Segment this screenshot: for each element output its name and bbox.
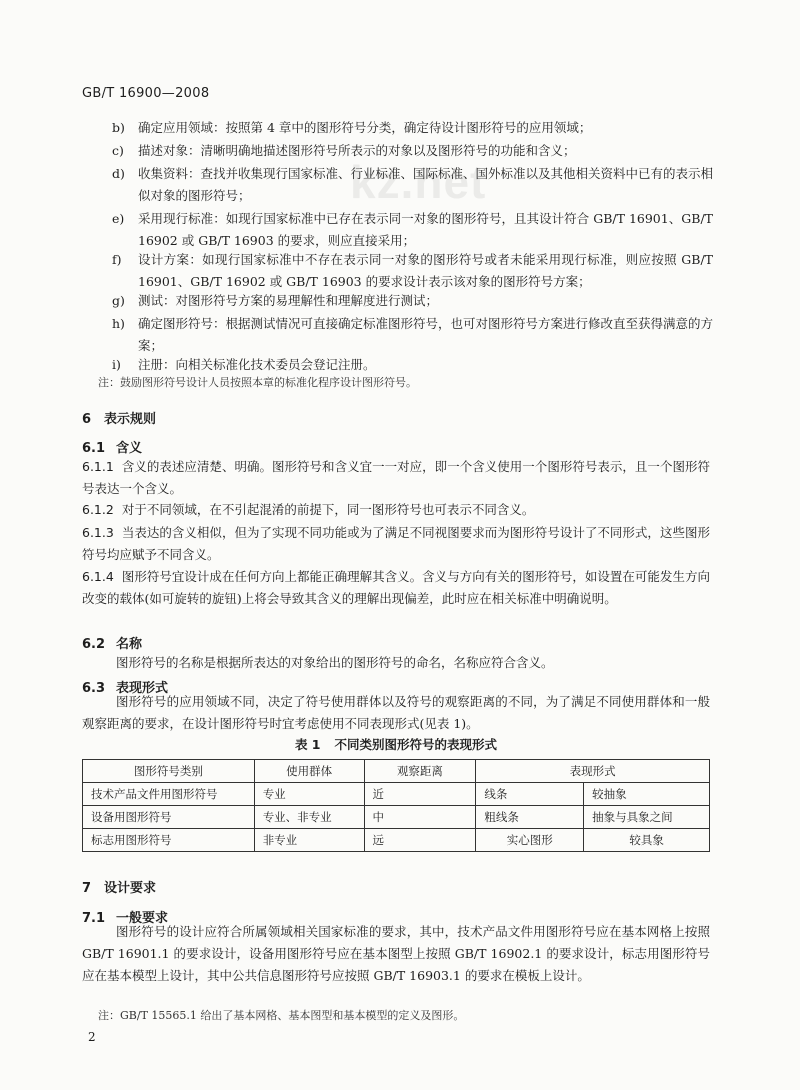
subsection-heading-6-2 bbox=[82, 633, 142, 652]
note: 注：GB/T 15565.1 给出了基本网格、基本图型和基本模型的定义及图形。 bbox=[98, 1009, 465, 1022]
clause-6-1-3 bbox=[82, 522, 710, 566]
table-cell: 标志用图形符号 bbox=[83, 829, 255, 852]
subsection-title: 一般要求 bbox=[116, 911, 169, 926]
table-row bbox=[83, 806, 710, 829]
subsection-title: 含义 bbox=[116, 441, 143, 456]
subsection-title: 名称 bbox=[116, 637, 143, 652]
standard-code-header: GB/T 16900—2008 bbox=[82, 86, 210, 101]
table-1 bbox=[82, 759, 710, 852]
table-cell: 非专业 bbox=[254, 829, 364, 852]
subsection-number: 6.1 bbox=[82, 441, 106, 456]
clause-number: 6.1.1 bbox=[82, 459, 114, 474]
subsection-number: 6.3 bbox=[82, 681, 106, 696]
table-cell: 粗线条 bbox=[476, 806, 584, 829]
list-text: 收集资料：查找并收集现行国家标准、行业标准、国际标准、国外标准以及其他相关资料中已有的表示相似对象的图形符号； bbox=[138, 166, 714, 203]
table-cell: 较抽象 bbox=[584, 783, 710, 806]
page-number: 2 bbox=[88, 1030, 96, 1044]
paragraph-6-2: 图形符号的名称是根据所表达的对象给出的图形符号的命名，名称应符合含义。 bbox=[116, 655, 554, 670]
list-text: 设计方案：如现行国家标准中不存在表示同一对象的图形符号或者未能采用现行标准，则应按照 GB/T 16901、GB/T 16902 或 GB/T 16903 的要求设计表示该对象的图形符号方案； bbox=[138, 252, 713, 289]
section-heading-6 bbox=[82, 408, 156, 427]
clause-6-1-2 bbox=[82, 499, 710, 521]
table-cell: 中 bbox=[364, 806, 476, 829]
list-text: 确定应用领域：按照第 4 章中的图形符号分类，确定待设计图形符号的应用领域； bbox=[138, 120, 592, 135]
section-heading-7 bbox=[82, 877, 156, 896]
section-title: 表示规则 bbox=[104, 412, 157, 427]
clause-text: 当表达的含义相似，但为了实现不同功能或为了满足不同视图要求而为图形符号设计了不同形式，这些图形符号均应赋予不同含义。 bbox=[82, 525, 710, 562]
subsection-number: 7.1 bbox=[82, 911, 106, 926]
table-cell: 专业、非专业 bbox=[254, 806, 364, 829]
table-cell: 技术产品文件用图形符号 bbox=[83, 783, 255, 806]
clause-6-1-1 bbox=[82, 456, 710, 500]
header-cell-form: 表现形式 bbox=[476, 760, 710, 783]
paragraph-6-3: 图形符号的应用领域不同，决定了符号使用群体以及符号的观察距离的不同，为了满足不同使用群体和一般观察距离的要求，在设计图形符号时宜考虑使用不同表现形式(见表 1)。 bbox=[82, 694, 710, 731]
list-marker: f) bbox=[112, 252, 122, 267]
list-marker: c) bbox=[112, 143, 124, 158]
list-text: 确定图形符号：根据测试情况可直接确定标准图形符号，也可对图形符号方案进行修改直至获得满意的方案； bbox=[138, 316, 714, 353]
table-row bbox=[83, 783, 710, 806]
note: 注：鼓励图形符号设计人员按照本章的标准化程序设计图形符号。 bbox=[98, 376, 417, 389]
header-cell-viewing-distance: 观察距离 bbox=[364, 760, 476, 783]
clause-text: 对于不同领域，在不引起混淆的前提下，同一图形符号也可表示不同含义。 bbox=[121, 502, 535, 517]
clause-number: 6.1.3 bbox=[82, 525, 114, 540]
watermark: kz.net bbox=[350, 156, 487, 208]
section-number: 7 bbox=[82, 881, 92, 896]
clause-number: 6.1.4 bbox=[82, 569, 114, 584]
list-marker: b) bbox=[112, 120, 125, 135]
table-cell: 设备用图形符号 bbox=[83, 806, 255, 829]
clause-number: 6.1.2 bbox=[82, 502, 114, 517]
section-number: 6 bbox=[82, 412, 92, 427]
subsection-title: 表现形式 bbox=[116, 681, 169, 696]
subsection-heading-6-1 bbox=[82, 437, 142, 456]
section-title: 设计要求 bbox=[104, 881, 157, 896]
list-marker: d) bbox=[112, 166, 125, 181]
table-cell: 远 bbox=[364, 829, 476, 852]
list-marker: h) bbox=[112, 316, 125, 331]
paragraph-7-1: 图形符号的设计应符合所属领域相关国家标准的要求，其中，技术产品文件用图形符号应在基本网格上按照 GB/T 16901.1 的要求设计，设备用图形符号应在基本图型上按照 GB/T 16902.1 的要求设计，标志用图形符号应在基本模型上设计，其中公共信息图形符号应按照 GB/T 16903.1 的要求在模板上设计。 bbox=[82, 924, 710, 983]
table-cell: 抽象与具象之间 bbox=[584, 806, 710, 829]
list-marker: e) bbox=[112, 211, 125, 226]
table-row bbox=[83, 829, 710, 852]
header-cell-category: 图形符号类别 bbox=[83, 760, 255, 783]
table-cell: 近 bbox=[364, 783, 476, 806]
table-cell: 实心图形 bbox=[476, 829, 584, 852]
header-cell-user-group: 使用群体 bbox=[254, 760, 364, 783]
table-cell: 较具象 bbox=[584, 829, 710, 852]
subsection-number: 6.2 bbox=[82, 637, 106, 652]
table-cell: 专业 bbox=[254, 783, 364, 806]
table-cell: 线条 bbox=[476, 783, 584, 806]
clause-6-1-4 bbox=[82, 566, 710, 610]
table-header-row bbox=[83, 760, 710, 783]
list-text: 测试：对图形符号方案的易理解性和理解度进行测试； bbox=[138, 293, 439, 308]
clause-text: 含义的表述应清楚、明确。图形符号和含义宜一一对应，即一个含义使用一个图形符号表示，且一个图形符号表达一个含义。 bbox=[82, 459, 710, 496]
clause-text: 图形符号宜设计成在任何方向上都能正确理解其含义。含义与方向有关的图形符号，如设置在可能发生方向改变的载体(如可旋转的旋钮)上将会导致其含义的理解出现偏差，此时应在相关标准中明确说明。 bbox=[82, 569, 710, 606]
list-marker: g) bbox=[112, 293, 125, 308]
table-caption bbox=[82, 735, 710, 753]
list-text: 注册：向相关标准化技术委员会登记注册。 bbox=[138, 357, 376, 372]
list-text: 描述对象：清晰明确地描述图形符号所表示的对象以及图形符号的功能和含义； bbox=[138, 143, 576, 158]
list-text: 采用现行标准：如现行国家标准中已存在表示同一对象的图形符号，且其设计符合 GB/T 16901、GB/T 16902 或 GB/T 16903 的要求，则应直接采用； bbox=[138, 211, 713, 248]
table-title: 不同类别图形符号的表现形式 bbox=[334, 737, 498, 752]
table-label: 表 1 bbox=[294, 737, 321, 752]
list-marker: i) bbox=[112, 357, 121, 372]
